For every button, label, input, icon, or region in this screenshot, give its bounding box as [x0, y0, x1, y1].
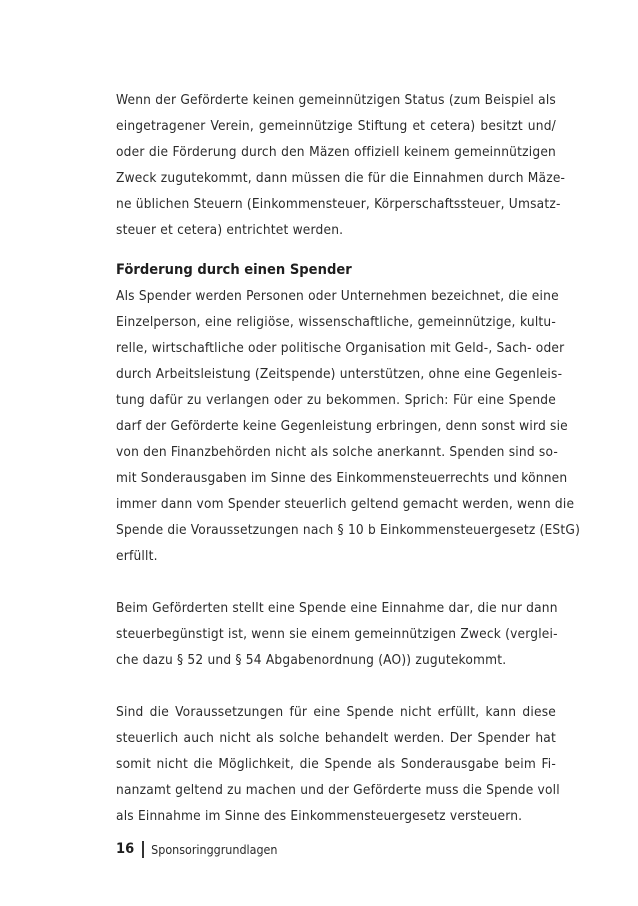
text-line: eingetragener Verein, gemeinnützige Stiftung et cetera) besitzt und/ [116, 118, 556, 134]
text-line: nanzamt geltend zu machen und der Geförderte muss die Spende voll [116, 782, 560, 798]
footer-divider [142, 841, 144, 858]
text-line: darf der Geförderte keine Gegenleistung erbringen, denn sonst wird sie [116, 418, 568, 434]
page-footer [116, 838, 277, 860]
text-line: steuer et cetera) entrichtet werden. [116, 222, 344, 238]
text-line: Beim Geförderten stellt eine Spende eine Einnahme dar, die nur dann [116, 600, 558, 616]
text-line: tung dafür zu verlangen oder zu bekommen. Sprich: Für eine Spende [116, 392, 556, 408]
text-line: Als Spender werden Personen oder Unternehmen bezeichnet, die eine [116, 288, 559, 304]
text-line: Einzelperson, eine religiöse, wissenschaftliche, gemeinnützige, kultu- [116, 314, 556, 330]
text-line: von den Finanzbehörden nicht als solche anerkannt. Spenden sind so- [116, 444, 559, 460]
footer-section-title: Sponsoringgrundlagen [151, 841, 278, 857]
text-line: steuerbegünstigt ist, wenn sie einem gemeinnützigen Zweck (verglei- [116, 626, 558, 642]
page-number: 16 [116, 841, 135, 857]
text-line: che dazu § 52 und § 54 Abgabenordnung (AO)) zugutekommt. [116, 652, 507, 668]
text-line: ne üblichen Steuern (Einkommensteuer, Körperschaftssteuer, Umsatz- [116, 196, 561, 212]
text-line: Spende die Voraussetzungen nach § 10 b Einkommensteuergesetz (EStG) [116, 522, 581, 538]
text-line: Sind die Voraussetzungen für eine Spende nicht erfüllt, kann diese [116, 704, 556, 720]
section-heading: Förderung durch einen Spender [116, 261, 352, 278]
text-line: Wenn der Geförderte keinen gemeinnützigen Status (zum Beispiel als [116, 92, 556, 108]
text-line: steuerlich auch nicht als solche behandelt werden. Der Spender hat [116, 730, 556, 746]
text-line: somit nicht die Möglichkeit, die Spende als Sonderausgabe beim Fi- [116, 756, 556, 772]
text-line: mit Sonderausgaben im Sinne des Einkommensteuerrechts und können [116, 470, 568, 486]
text-line: durch Arbeitsleistung (Zeitspende) unterstützen, ohne eine Gegenleis- [116, 366, 563, 382]
text-line: immer dann vom Spender steuerlich geltend gemacht werden, wenn die [116, 496, 575, 512]
book-page [116, 0, 581, 906]
text-line: als Einnahme im Sinne des Einkommensteuergesetz versteuern. [116, 808, 523, 824]
text-line: relle, wirtschaftliche oder politische Organisation mit Geld-, Sach- oder [116, 340, 565, 356]
text-line: erfüllt. [116, 548, 158, 564]
text-line: Zweck zugutekommt, dann müssen die für die Einnahmen durch Mäze- [116, 170, 566, 186]
text-line: oder die Förderung durch den Mäzen offiziell keinem gemeinnützigen [116, 144, 556, 160]
